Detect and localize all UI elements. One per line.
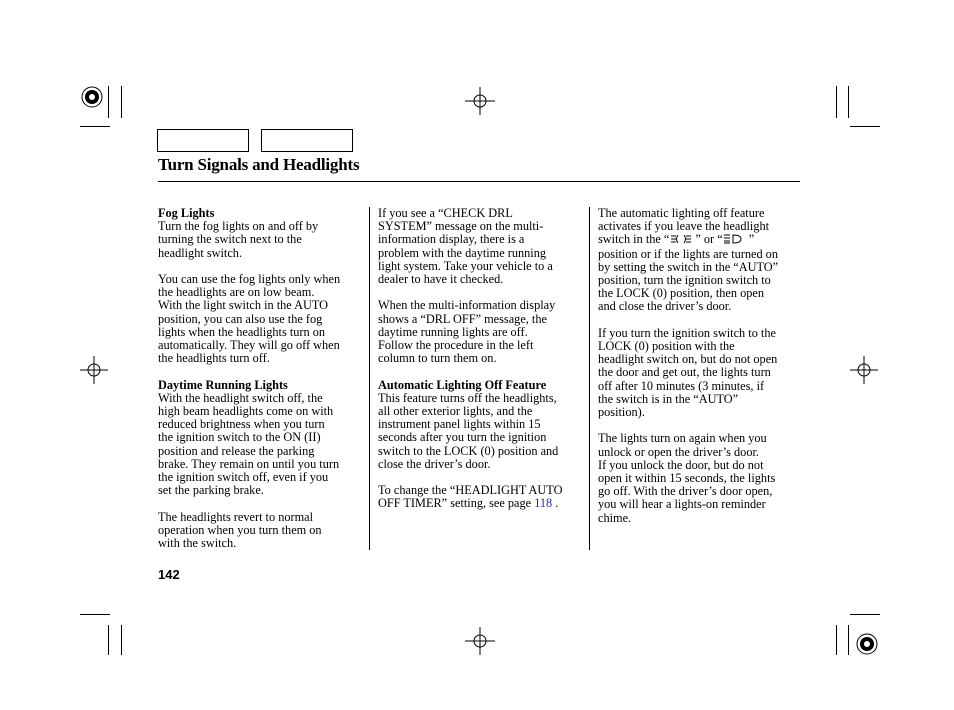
crosshair-mark-bottom — [465, 627, 495, 655]
nav-tab-1[interactable] — [157, 129, 249, 152]
nav-tab-2[interactable] — [261, 129, 353, 152]
auto-off-activation-paragraph — [598, 207, 804, 314]
section-title: Turn Signals and Headlights — [158, 155, 360, 174]
column-divider — [369, 207, 370, 550]
title-rule — [158, 181, 800, 182]
column-divider — [589, 207, 590, 550]
drl-heading: Daytime Running Lights — [158, 377, 288, 392]
crop-mark — [108, 86, 109, 118]
timer-end: . — [552, 496, 559, 511]
fog-lights-paragraph-2: You can use the fog lights only when the headlights are on low beam. With the light switch in the AUTO position, you can also use the fog lights when the headlights turn on automatically. They will go off when the headlights turn off. — [158, 272, 341, 366]
crosshair-mark-right — [850, 356, 878, 384]
registration-mark-bottom-right — [855, 632, 879, 656]
drl-paragraph-1: With the headlight switch off, the high beam headlights come on with reduced brightness when you turn the ignition switch to the ON (II) position and release the parking brake. They remain on until you turn the ignition switch off, even if you set the parking brake. — [158, 390, 340, 498]
crop-mark — [80, 614, 110, 615]
crosshair-mark-top — [465, 87, 495, 115]
fog-lights-paragraph-1: Turn the fog lights on and off by turning the switch next to the headlight switch. — [158, 219, 319, 260]
crop-mark — [108, 625, 109, 655]
timer-line-1: To change the “HEADLIGHT AUTO — [378, 483, 563, 498]
line: The automatic lighting off feature — [598, 206, 765, 220]
auto-lighting-off-heading: Automatic Lighting Off Feature — [378, 377, 547, 392]
auto-lighting-off-paragraph: This feature turns off the headlights, all other exterior lights, and the instrument panel lights within 15 seconds after you turn the ignition switch to the LOCK (0) position and close the driver’s door. — [378, 390, 559, 471]
crosshair-mark-left — [80, 356, 108, 384]
crop-mark — [836, 625, 837, 655]
fog-lights-heading: Fog Lights — [158, 206, 215, 220]
drl-off-paragraph: When the multi-information display shows a “DRL OFF” message, the daytime running lights are off. Follow the procedure in the left column to turn them on. — [378, 298, 556, 366]
lights-on-again-paragraph: The lights turn on again when you unlock or open the driver’s door. If you unlock the door, but do not open it within 15 seconds, the lights go off. With the driver’s door open, you will hear a lights-on reminder chime. — [598, 431, 776, 525]
crop-mark — [80, 126, 110, 127]
crop-mark — [848, 86, 849, 118]
column-1 — [158, 207, 364, 563]
page-number: 142 — [158, 567, 180, 582]
line: switch in the “ — [598, 232, 670, 247]
column-3 — [598, 207, 804, 538]
crop-mark — [121, 625, 122, 655]
registration-mark-top-left — [80, 85, 104, 109]
crop-mark — [850, 614, 880, 615]
timer-line-2: OFF TIMER” setting, see page — [378, 496, 535, 511]
page-link[interactable]: 118 — [534, 496, 553, 511]
column-2 — [378, 207, 584, 524]
ignition-lock-paragraph: If you turn the ignition switch to the LOCK (0) position with the headlight switch on, but do not open the door and get out, the lights turn off after 10 minutes (3 minutes, if the switch is in the “AUTO” position). — [598, 325, 778, 420]
crop-mark — [836, 86, 837, 118]
crop-mark — [850, 126, 880, 127]
line: ” or “ — [695, 232, 723, 247]
check-drl-paragraph: If you see a “CHECK DRL SYSTEM” message on the multi- information display, there is a problem with the daytime running light system. Take your vehicle to a dealer to have it checked. — [378, 206, 553, 287]
line: position or if the lights are turned on by setting the switch in the “AUTO” position, turn the ignition switch to the LOCK (0) position, then open and close the driver’s door. — [598, 246, 779, 314]
drl-paragraph-2: The headlights revert to normal operation when you turn them on with the switch. — [158, 509, 322, 551]
timer-setting-paragraph — [378, 484, 584, 510]
crop-mark — [848, 625, 849, 655]
crop-mark — [121, 86, 122, 118]
line: activates if you leave the headlight — [598, 219, 770, 234]
line: ” — [748, 232, 755, 247]
